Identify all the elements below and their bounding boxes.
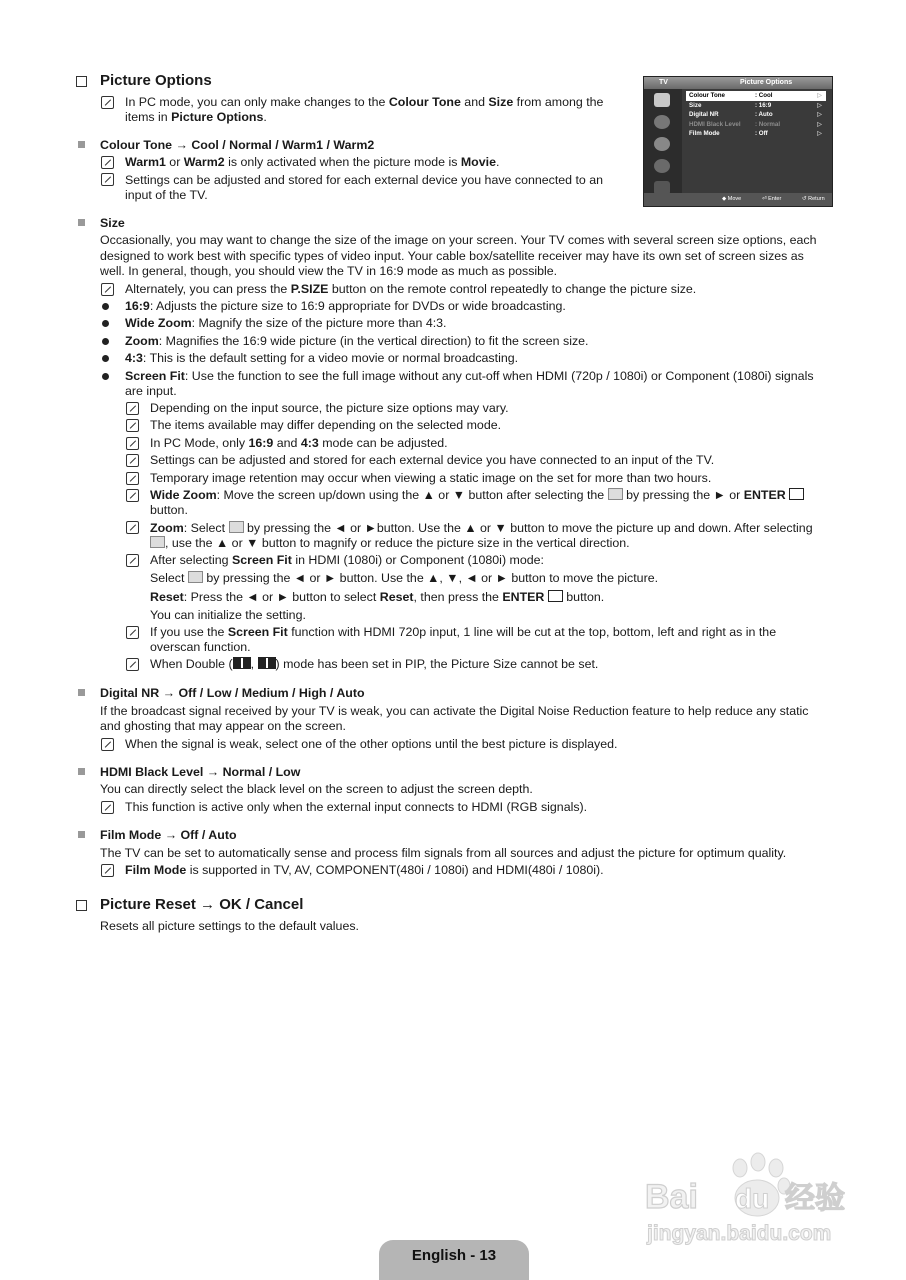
osd-row-hdmi-black-level: HDMI Black Level : Normal ▷ — [689, 120, 822, 128]
note-icon — [101, 864, 114, 877]
baidu-watermark — [645, 1150, 860, 1245]
size-option-screen-fit-line1: Screen Fit: Use the function to see the full image without any cut-off when HDMI (720p / 1080i) or Component (1080i) signals — [125, 369, 814, 383]
picture-icon — [654, 93, 670, 107]
note-icon — [126, 658, 139, 671]
heading-colour-tone: Colour Tone → Cool / Normal / Warm1 / Warm2 — [100, 138, 375, 152]
sub-note-screen-fit-line2: Select by pressing the ◄ or ► button. Use the ▲, ▼, ◄ or ► button to move the picture. — [150, 571, 659, 585]
sub-note-pc-mode: In PC Mode, only 16:9 and 4:3 mode can be adjusted. — [150, 436, 448, 450]
osd-menu-list — [686, 91, 826, 139]
watermark-cn: 经验 — [785, 1181, 845, 1216]
digital-nr-para-line1: If the broadcast signal received by your TV is weak, you can activate the Digital Noise Reduction feature to help reduce any static — [100, 704, 809, 718]
bullet-square-icon — [78, 219, 85, 226]
size-icon — [150, 536, 165, 548]
note-digital-nr: When the signal is weak, select one of the other options until the best picture is displayed. — [125, 737, 618, 751]
bullet-dot-icon — [102, 355, 109, 362]
page-number-footer: English - 13 — [379, 1240, 529, 1280]
pip-double-icon — [233, 657, 251, 669]
osd-bottom-bar — [644, 193, 832, 206]
sound-icon — [654, 115, 670, 129]
size-option-screen-fit-line2: are input. — [125, 384, 177, 398]
note-pc-mode-line2: items in Picture Options. — [125, 110, 267, 124]
sub-note-image-retention: Temporary image retention may occur when viewing a static image on the set for more than two hours. — [150, 471, 712, 485]
osd-enter-hint: ⏎ Enter — [762, 196, 782, 202]
osd-row-digital-nr: Digital NR : Auto ▷ — [689, 111, 822, 118]
enter-icon — [789, 488, 804, 500]
size-para-line2: designed to work best with specific types of video input. Your cable box/satellite receiver may have its own set of screen sizes as — [100, 249, 804, 263]
note-icon — [126, 402, 139, 415]
bullet-square-icon — [78, 141, 85, 148]
sub-note-screen-fit-line3: Reset: Press the ◄ or ► button to select Reset, then press the ENTER button. — [150, 590, 605, 604]
enter-icon — [548, 590, 563, 602]
sub-note-settings-stored: Settings can be adjusted and stored for each external device you have connected to an input of the TV. — [150, 453, 715, 467]
bullet-dot-icon — [102, 320, 109, 327]
osd-title: Picture Options — [740, 79, 793, 86]
watermark-url: jingyan.baidu.com — [647, 1222, 832, 1245]
sub-note-zoom-line2: , use the ▲ or ▼ button to magnify or reduce the picture size in the vertical direction. — [150, 536, 630, 552]
heading-digital-nr: Digital NR → Off / Low / Medium / High / Auto — [100, 686, 365, 700]
bullet-dot-icon — [102, 373, 109, 380]
note-icon — [101, 156, 114, 169]
note-icon — [126, 521, 139, 534]
channel-icon — [654, 137, 670, 151]
sub-note-pip-double: When Double ( , ) mode has been set in PIP, the Picture Size cannot be set. — [150, 657, 599, 671]
note-pc-mode-line1: In PC mode, you can only make changes to the Colour Tone and Size from among the — [125, 95, 604, 109]
note-icon — [101, 173, 114, 186]
size-para-line3: well. In general, though, you should view the TV in 16:9 mode as much as possible. — [100, 264, 558, 278]
osd-title-bar — [644, 77, 832, 89]
osd-row-film-mode: Film Mode : Off ▷ — [689, 130, 822, 137]
sub-note-wide-zoom-line2: button. — [150, 503, 188, 517]
pip-double-alt-icon — [258, 657, 276, 669]
bullet-square-icon — [78, 831, 85, 838]
size-option-zoom: Zoom: Magnifies the 16:9 wide picture (in the vertical direction) to fit the screen size. — [125, 334, 589, 348]
osd-picture-options-screenshot — [643, 76, 833, 207]
note-icon — [126, 554, 139, 567]
bullet-square-icon — [78, 689, 85, 696]
note-icon — [126, 489, 139, 502]
section-checkbox-icon — [76, 900, 87, 911]
sub-note-hdmi-720p-line2: overscan function. — [150, 640, 251, 654]
osd-row-size: Size : 16:9 ▷ — [689, 101, 822, 109]
osd-row-colour-tone: Colour Tone : Cool ▷ — [686, 91, 826, 101]
osd-move-hint: ◆ Move — [722, 196, 742, 202]
heading-film-mode: Film Mode → Off / Auto — [100, 828, 237, 842]
position-icon — [229, 521, 244, 533]
osd-return-hint: ↺ Return — [802, 196, 825, 202]
bullet-dot-icon — [102, 303, 109, 310]
watermark-brand: Bai — [645, 1178, 698, 1216]
bullet-dot-icon — [102, 338, 109, 345]
baidu-paw-icon — [645, 1150, 860, 1245]
position-icon — [608, 488, 623, 500]
osd-side-menu — [644, 89, 682, 193]
sub-note-screen-fit-line1: After selecting Screen Fit in HDMI (1080i) or Component (1080i) mode: — [150, 553, 544, 567]
note-icon — [101, 96, 114, 109]
note-icon — [126, 454, 139, 467]
sub-note-input-source: Depending on the input source, the picture size options may vary. — [150, 401, 509, 415]
section-checkbox-icon — [76, 76, 87, 87]
hdmi-black-para: You can directly select the black level on the screen to adjust the screen depth. — [100, 782, 533, 796]
setup-gear-icon — [654, 159, 670, 173]
section-title-picture-options: Picture Options — [100, 72, 212, 89]
note-settings-stored-line2: input of the TV. — [125, 188, 208, 202]
note-hdmi-black: This function is active only when the external input connects to HDMI (RGB signals). — [125, 800, 588, 814]
position-icon — [188, 571, 203, 583]
sub-note-zoom-line1: Zoom: Select by pressing the ◄ or ►button. Use the ▲ or ▼ button to move the picture up and down. After selecting — [150, 521, 813, 535]
digital-nr-para-line2: and ghosting that may appear on the screen. — [100, 719, 346, 733]
size-option-16-9: 16:9: Adjusts the picture size to 16:9 appropriate for DVDs or wide broadcasting. — [125, 299, 566, 313]
note-icon — [101, 801, 114, 814]
note-icon — [126, 419, 139, 432]
heading-size: Size — [100, 216, 125, 230]
sub-note-screen-fit-line4: You can initialize the setting. — [150, 608, 306, 622]
film-mode-para: The TV can be set to automatically sense and process film signals from all sources and adjust the picture for optimum quality. — [100, 846, 787, 860]
sub-note-wide-zoom-line1: Wide Zoom: Move the screen up/down using the ▲ or ▼ button after selecting the by pressing the ► or ENTER — [150, 488, 804, 504]
size-para-line1: Occasionally, you may want to change the size of the image on your screen. Your TV comes with several screen size options, each — [100, 233, 817, 247]
watermark-brand-du: du — [735, 1183, 770, 1214]
note-icon — [126, 437, 139, 450]
size-option-4-3: 4:3: This is the default setting for a video movie or normal broadcasting. — [125, 351, 519, 365]
sub-note-hdmi-720p-line1: If you use the Screen Fit function with HDMI 720p input, 1 line will be cut at the top, bottom, left and right as in the — [150, 625, 777, 639]
note-film-mode: Film Mode is supported in TV, AV, COMPONENT(480i / 1080i) and HDMI(480i / 1080i). — [125, 863, 604, 877]
osd-tv-label: TV — [659, 79, 668, 86]
bullet-square-icon — [78, 768, 85, 775]
note-icon — [101, 738, 114, 751]
picture-reset-para: Resets all picture settings to the default values. — [100, 919, 359, 933]
note-settings-stored-line1: Settings can be adjusted and stored for each external device you have connected to an — [125, 173, 604, 187]
note-icon — [126, 472, 139, 485]
section-title-picture-reset: Picture Reset → OK / Cancel — [100, 896, 304, 913]
sub-note-items-available: The items available may differ depending on the selected mode. — [150, 418, 502, 432]
heading-hdmi-black-level: HDMI Black Level → Normal / Low — [100, 765, 301, 779]
note-icon — [126, 626, 139, 639]
note-warm-modes: Warm1 or Warm2 is only activated when the picture mode is Movie. — [125, 155, 500, 169]
size-option-wide-zoom: Wide Zoom: Magnify the size of the picture more than 4:3. — [125, 316, 447, 330]
note-psize: Alternately, you can press the P.SIZE button on the remote control repeatedly to change the picture size. — [125, 282, 697, 296]
note-remote-icon — [101, 283, 114, 296]
